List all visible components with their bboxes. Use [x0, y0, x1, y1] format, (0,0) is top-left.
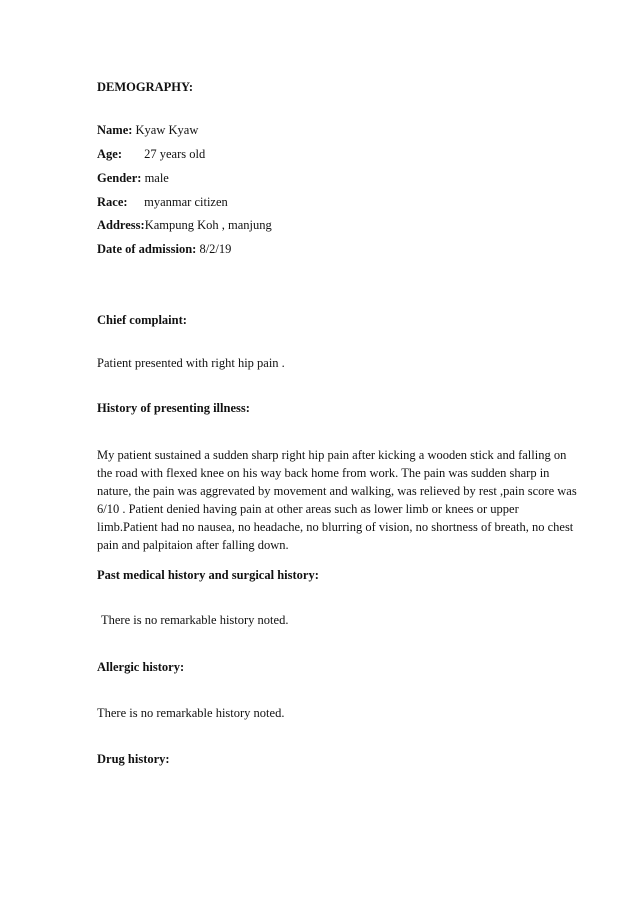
hpi-line: pain and palpitaion after falling down. [97, 538, 289, 552]
address-label: Address: [97, 218, 145, 232]
hpi-line: the road with flexed knee on his way back home from work. The pain was sudden sharp in [97, 466, 550, 480]
demography-heading: DEMOGRAPHY: [97, 80, 194, 94]
chief-complaint-heading: Chief complaint: [97, 313, 187, 327]
hpi-line: 6/10 . Patient denied having pain at other areas such as lower limb or knees or upper [97, 502, 519, 516]
chief-complaint-text: Patient presented with right hip pain . [97, 356, 285, 370]
admission-value: 8/2/19 [199, 242, 232, 256]
past-history-text: There is no remarkable history noted. [101, 613, 289, 627]
name-label: Name: [97, 123, 133, 137]
gender-row [97, 171, 169, 186]
address-row [97, 218, 272, 233]
gender-label: Gender: [97, 171, 142, 185]
race-label: Race: [97, 195, 128, 209]
admission-row [97, 242, 231, 257]
race-value: myanmar citizen [144, 195, 228, 209]
race-row [97, 195, 228, 210]
drug-history-heading: Drug history: [97, 752, 170, 766]
name-row [97, 123, 198, 138]
allergic-history-text: There is no remarkable history noted. [97, 706, 285, 720]
age-label: Age: [97, 147, 122, 161]
allergic-history-heading: Allergic history: [97, 660, 185, 674]
age-value: 27 years old [144, 147, 206, 161]
past-history-heading: Past medical history and surgical history: [97, 568, 319, 582]
hpi-line: limb.Patient had no nausea, no headache, no blurring of vision, no shortness of breath, no chest [97, 520, 574, 534]
hpi-line: My patient sustained a sudden sharp right hip pain after kicking a wooden stick and falling on [97, 448, 567, 462]
name-value: Kyaw Kyaw [135, 123, 199, 137]
hpi-line: nature, the pain was aggrevated by movement and walking, was relieved by rest ,pain score was [97, 484, 577, 498]
age-row [97, 147, 205, 162]
address-value: Kampung Koh , manjung [144, 218, 272, 232]
admission-label: Date of admission: [97, 242, 197, 256]
gender-value: male [144, 171, 169, 185]
hpi-paragraph [97, 446, 577, 554]
hpi-heading: History of presenting illness: [97, 401, 250, 415]
